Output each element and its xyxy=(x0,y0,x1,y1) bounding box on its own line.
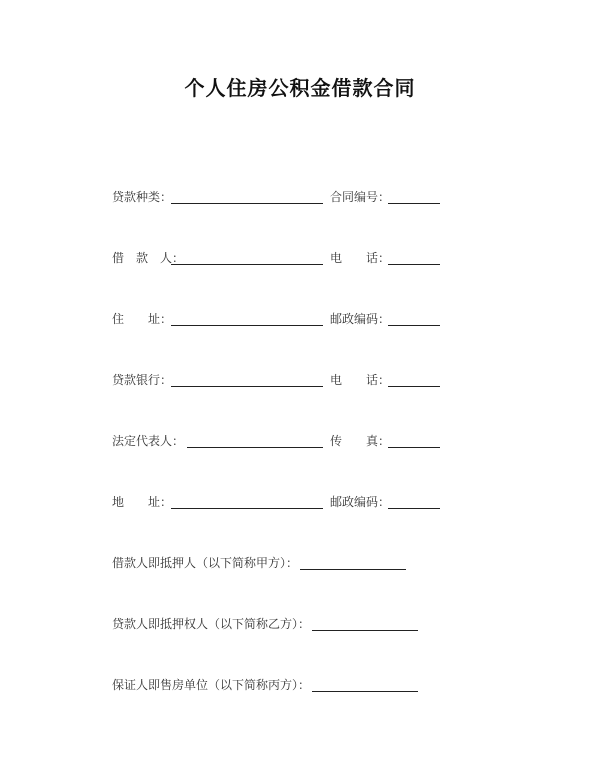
blank-line-party-b[interactable] xyxy=(312,630,418,631)
blank-line-loan-type[interactable] xyxy=(171,203,323,204)
blank-line-fax[interactable] xyxy=(388,447,440,448)
blank-line-lender-bank[interactable] xyxy=(171,386,323,387)
field-label-lender-bank: 贷款银行： xyxy=(112,373,173,387)
blank-line-contract-no[interactable] xyxy=(388,203,440,204)
blank-line-legal-representative[interactable] xyxy=(187,447,323,448)
field-label-bank-address: 地 址： xyxy=(112,495,173,509)
field-label-borrower-address: 住 址： xyxy=(112,312,173,326)
field-label-loan-type: 贷款种类： xyxy=(112,190,173,204)
blank-line-borrower-address[interactable] xyxy=(171,325,323,326)
field-label-contract-no: 合同编号： xyxy=(330,190,391,204)
field-label-bank-postcode: 邮政编码： xyxy=(330,495,391,509)
blank-line-bank-address[interactable] xyxy=(171,508,323,509)
field-label-borrower-postcode: 邮政编码： xyxy=(330,312,391,326)
document-title: 个人住房公积金借款合同 xyxy=(184,76,416,100)
blank-line-party-a[interactable] xyxy=(300,569,406,570)
blank-line-party-c[interactable] xyxy=(312,691,418,692)
field-label-fax: 传 真： xyxy=(330,434,391,448)
field-label-bank-phone: 电 话： xyxy=(330,373,391,387)
party-label-a: 借款人即抵押人（以下简称甲方）： xyxy=(112,556,299,570)
blank-line-borrower-postcode[interactable] xyxy=(388,325,440,326)
field-label-borrower: 借 款 人： xyxy=(112,251,185,265)
blank-line-borrower-phone[interactable] xyxy=(388,264,440,265)
blank-line-borrower[interactable] xyxy=(171,264,323,265)
field-label-borrower-phone: 电 话： xyxy=(330,251,391,265)
blank-line-bank-postcode[interactable] xyxy=(388,508,440,509)
party-label-c: 保证人即售房单位（以下简称丙方）： xyxy=(112,678,311,692)
blank-line-bank-phone[interactable] xyxy=(388,386,440,387)
party-label-b: 贷款人即抵押权人（以下简称乙方）： xyxy=(112,617,311,631)
field-label-legal-representative: 法定代表人： xyxy=(112,434,185,448)
